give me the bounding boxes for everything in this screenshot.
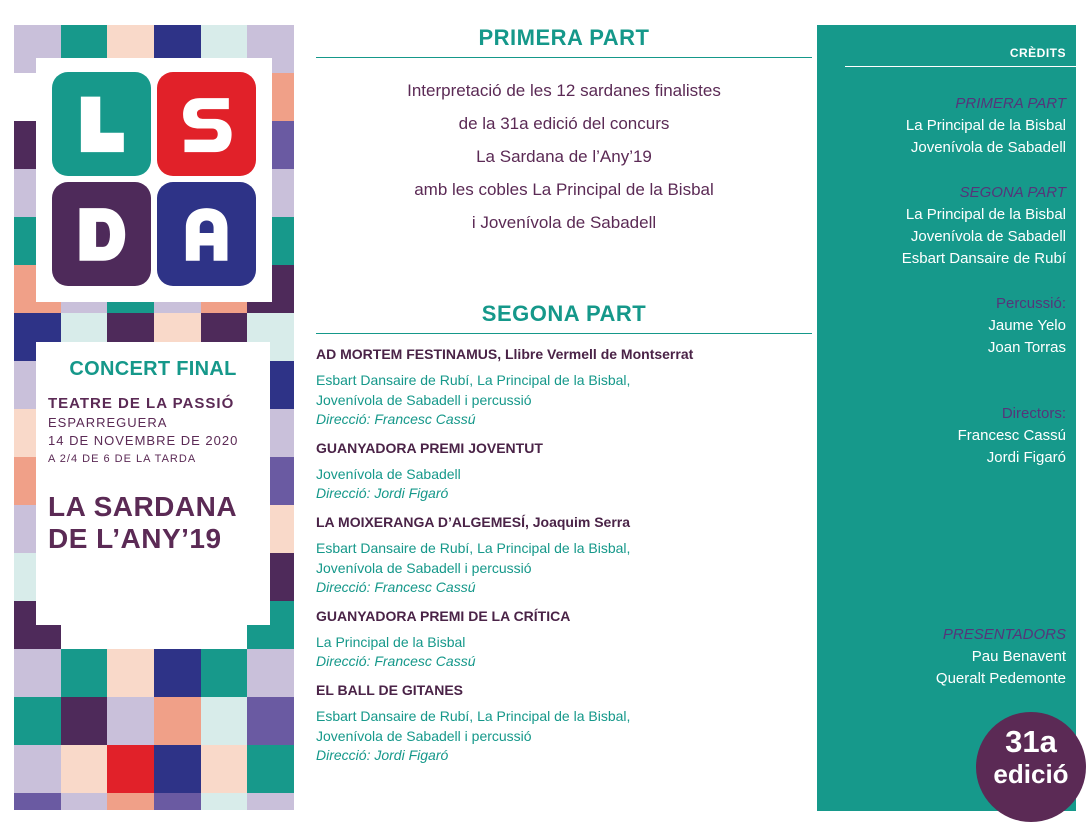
divider	[316, 57, 812, 58]
piece-performers: La Principal de la Bisbal	[316, 634, 466, 650]
credit-name: La Principal de la Bisbal	[905, 117, 1066, 134]
description-line: La Sardana de l’Any’19	[476, 147, 652, 166]
piece-performers: Jovenívola de Sabadell i percussió	[316, 392, 532, 408]
piece-title: GUANYADORA PREMI JOVENTUT	[316, 440, 543, 456]
piece-title: GUANYADORA PREMI DE LA CRÍTICA	[316, 608, 571, 624]
venue-town: ESPARREGUERA	[48, 415, 168, 430]
credit-name: Queralt Pedemonte	[935, 670, 1066, 687]
segona-part-heading: SEGONA PART	[481, 301, 647, 326]
credits-heading: CRÈDITS	[1009, 46, 1066, 60]
mosaic-tile	[201, 793, 248, 810]
edition-badge	[976, 712, 1086, 822]
mosaic-tile	[14, 697, 61, 745]
mosaic-tile	[154, 697, 201, 745]
letter-l-glyph	[67, 88, 136, 161]
venue-name: TEATRE DE LA PASSIÓ	[48, 395, 235, 412]
mosaic-tile	[247, 697, 294, 745]
credit-label: Directors:	[1001, 405, 1066, 422]
poster-title-line-1: LA SARDANA	[48, 491, 238, 522]
piece-performers: Jovenívola de Sabadell i percussió	[316, 560, 532, 576]
mosaic-tile	[14, 793, 61, 810]
program-item	[316, 346, 812, 428]
poster-title-line-2: DE L’ANY’19	[48, 523, 222, 554]
mosaic-tile	[107, 649, 154, 697]
mosaic-tile	[61, 793, 108, 810]
description-line: i Jovenívola de Sabadell	[471, 213, 657, 232]
mosaic-tile	[247, 745, 294, 793]
logo-tile-a	[157, 182, 256, 286]
mosaic-tile	[154, 649, 201, 697]
credits-primera	[906, 93, 1066, 159]
credit-label: PRESENTADORS	[942, 626, 1066, 643]
piece-performers: Jovenívola de Sabadell	[316, 466, 461, 482]
piece-director: Direcció: Francesc Cassú	[316, 579, 476, 595]
description-line: Interpretació de les 12 sardanes finalistes	[407, 81, 721, 100]
letter-s-glyph	[172, 88, 241, 161]
mosaic-tile	[61, 745, 108, 793]
credit-name: Esbart Dansaire de Rubí	[901, 250, 1066, 267]
program-item	[316, 682, 812, 764]
piece-title: EL BALL DE GITANES	[316, 682, 464, 698]
piece-performers: Esbart Dansaire de Rubí, La Principal de la Bisbal,	[316, 372, 631, 388]
mosaic-tile	[14, 649, 61, 697]
mosaic-tile	[154, 745, 201, 793]
program-item	[316, 514, 812, 596]
piece-director: Direcció: Jordi Figaró	[316, 485, 449, 501]
event-date: 14 DE NOVEMBRE DE 2020	[48, 433, 239, 448]
program-item	[316, 440, 812, 502]
credits-presentadors	[936, 624, 1066, 690]
letter-a-glyph	[172, 198, 241, 271]
mosaic-tile	[201, 649, 248, 697]
credit-name: La Principal de la Bisbal	[905, 206, 1066, 223]
credit-name: Jovenívola de Sabadell	[910, 228, 1066, 245]
event-time: A 2/4 DE 6 DE LA TARDA	[48, 453, 197, 465]
piece-director: Direcció: Jordi Figaró	[316, 747, 449, 763]
logo-tile-d	[52, 182, 151, 286]
mosaic-tile	[107, 745, 154, 793]
logo	[36, 58, 272, 302]
mosaic-tile	[61, 649, 108, 697]
credit-name: Jovenívola de Sabadell	[910, 139, 1066, 156]
program-item	[316, 608, 812, 670]
divider	[845, 66, 1076, 67]
primera-part-description	[316, 74, 812, 239]
credit-label: PRIMERA PART	[955, 95, 1066, 112]
piece-director: Direcció: Francesc Cassú	[316, 653, 476, 669]
credits-segona	[902, 182, 1066, 270]
credits-directors	[958, 403, 1066, 469]
credits-percussio	[988, 293, 1066, 359]
credits-panel	[817, 25, 1076, 811]
logo-tile-l	[52, 72, 151, 176]
mosaic-tile	[201, 697, 248, 745]
mosaic-tile	[247, 793, 294, 810]
event-title: CONCERT FINAL	[69, 358, 237, 380]
description-line: de la 31a edició del concurs	[458, 114, 670, 133]
mosaic-tile	[61, 697, 108, 745]
logo-tile-s	[157, 72, 256, 176]
mosaic-tile	[201, 745, 248, 793]
divider	[316, 333, 812, 334]
program-column	[316, 25, 812, 776]
piece-title: AD MORTEM FESTINAMUS, Llibre Vermell de Montserrat	[316, 346, 694, 362]
program-list	[316, 346, 812, 764]
mosaic-tile	[247, 649, 294, 697]
piece-performers: Jovenívola de Sabadell i percussió	[316, 728, 532, 744]
credit-name: Joan Torras	[987, 339, 1066, 356]
mosaic-tile	[107, 697, 154, 745]
piece-director: Direcció: Francesc Cassú	[316, 411, 476, 427]
credit-name: Jordi Figaró	[986, 449, 1066, 466]
event-card	[36, 342, 270, 625]
credit-label: Percussió:	[995, 295, 1066, 312]
piece-performers: Esbart Dansaire de Rubí, La Principal de la Bisbal,	[316, 540, 631, 556]
piece-title: LA MOIXERANGA D’ALGEMESÍ, Joaquim Serra	[316, 514, 631, 530]
mosaic-tile	[107, 793, 154, 810]
letter-d-glyph	[67, 198, 136, 271]
primera-part-heading: PRIMERA PART	[478, 25, 650, 50]
piece-performers: Esbart Dansaire de Rubí, La Principal de la Bisbal,	[316, 708, 631, 724]
credit-name: Pau Benavent	[971, 648, 1066, 665]
poster-title	[48, 491, 258, 555]
edition-word: edició	[993, 759, 1069, 789]
credit-name: Francesc Cassú	[957, 427, 1066, 444]
credit-name: Jaume Yelo	[988, 317, 1066, 334]
poster-panel	[14, 25, 294, 810]
edition-number: 31a	[1005, 724, 1057, 759]
mosaic-tile	[14, 745, 61, 793]
description-line: amb les cobles La Principal de la Bisbal	[414, 180, 714, 199]
credit-label: SEGONA PART	[959, 184, 1066, 201]
mosaic-tile	[154, 793, 201, 810]
